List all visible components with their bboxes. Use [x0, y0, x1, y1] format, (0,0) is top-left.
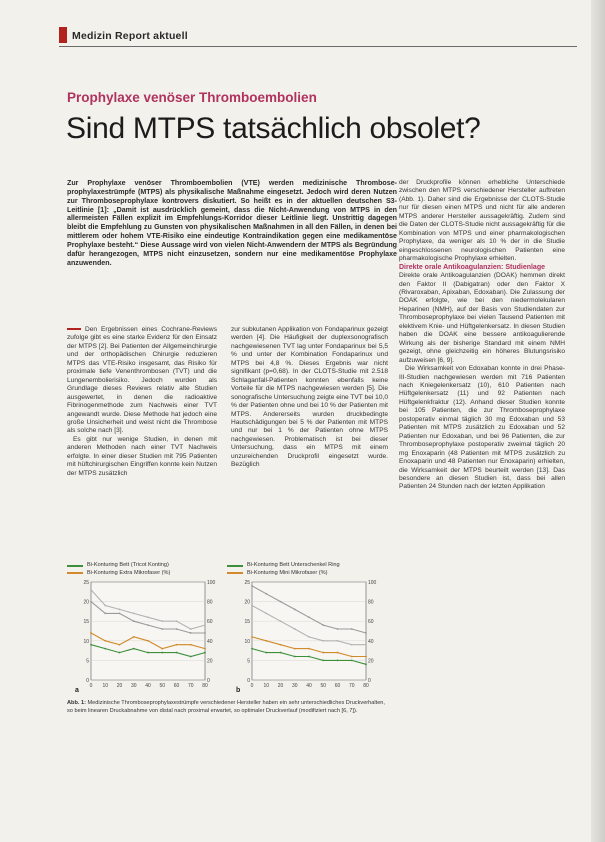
data-point — [351, 628, 353, 630]
x-tick-label: 60 — [334, 683, 341, 689]
panel-letter: b — [236, 687, 241, 694]
data-point — [190, 632, 192, 634]
data-point — [104, 648, 106, 650]
data-point — [294, 656, 296, 658]
data-point — [308, 616, 310, 618]
data-point — [280, 601, 282, 603]
data-point — [133, 620, 135, 622]
data-point — [190, 644, 192, 646]
y-tick-label: 10 — [244, 638, 250, 645]
data-point — [322, 640, 324, 642]
y2-tick-label: 60 — [207, 619, 213, 626]
article-title: Sind MTPS tatsächlich obsolet? — [66, 112, 481, 145]
x-tick-label: 50 — [320, 683, 327, 689]
col3-paragraph-2: Direkte orale Antikoagulanzien (DOAK) hemmen direkt den Faktor II (Dabigatran) oder den Faktor X (Rivaroxaban, Apixaban, Edoxaban). Die Zulassung der DOAK erfolgte, wie bei den niedermolekularen Heparinen (NMH), auf der Basis von Studiendaten zur Thromboseprophylaxe bei vielen Tausend Patienten mit elektivem Knie- und Hüftgelenkersatz. In diesen Studien haben die DOAK eine bessere antikoagulierende Wirkung als der bisherige Standard mit einem NMH gezeigt, ohne gleichzeitig ein höheres Blutungsrisiko aufzuweisen [6, 9]. — [399, 272, 565, 364]
data-point — [161, 652, 163, 654]
legend-swatch — [227, 565, 243, 567]
plot-area — [91, 582, 205, 680]
data-point — [337, 652, 339, 654]
y2-tick-label: 40 — [207, 638, 213, 645]
data-point — [322, 660, 324, 662]
y2-tick-label: 20 — [368, 658, 374, 665]
legend-item: Bi-Konturing Extra Mikrofaser (%) — [67, 570, 227, 578]
data-point — [190, 628, 192, 630]
x-tick-label: 40 — [145, 683, 151, 689]
data-point — [133, 648, 135, 650]
data-point — [176, 628, 178, 630]
data-point — [176, 652, 178, 654]
paragraph-start-bar — [67, 328, 81, 330]
data-point — [265, 652, 267, 654]
y-tick-label: 0 — [247, 678, 250, 684]
data-point — [204, 632, 206, 634]
y2-tick-label: 80 — [207, 599, 213, 606]
data-point — [365, 632, 367, 634]
data-point — [204, 648, 206, 650]
panel-letter: a — [75, 687, 79, 694]
y2-tick-label: 100 — [207, 580, 216, 586]
data-point — [161, 620, 163, 622]
data-point — [322, 652, 324, 654]
col3-paragraph-3: Die Wirksamkeit von Edoxaban konnte in drei Phase-III-Studien nachgewiesen werden mit 716 Patienten nach Kniegelenkersatz (10), 610 Patienten nach Hüftgelenkersatz (11) und 92 Patienten nach Hüftgelenkfraktur (12). Anhand dieser Studien konnte bei 105 Patienten, die zur Thromboseprophylaxe postoperativ einmal täglich 30 mg Edoxaban und 53 Patienten mit MTPS zusätzlich zu Edoxaban und 52 Patienten nur Edoxaban, und bei 96 Patienten, die zur Thromboseprophylaxe postoperativ zweimal täglich 20 mg Enoxaparin (48 Patienten mit MTPS zusätzlich zu Enoxaparin und 48 Patienten nur Enoxaparin) erhielten, die Wirksamkeit der MTPS beurteilt werden [13]. Das besondere an diesen Studien ist, dass bei allen Patienten 24 Stunden nach der letzten Applikation — [399, 365, 565, 491]
column-2 — [231, 326, 388, 470]
column-1 — [67, 326, 217, 478]
data-point — [322, 624, 324, 626]
x-tick-label: 10 — [263, 683, 270, 689]
data-point — [337, 660, 339, 662]
data-point — [147, 616, 149, 618]
data-point — [251, 585, 253, 587]
header-rule — [59, 46, 577, 47]
data-point — [351, 656, 353, 658]
data-point — [265, 593, 267, 595]
col3-paragraph-1: der Druckprofile können erhebliche Unterschiede zwischen den MTPS verschiedener Hersteller auftreten (Abb. 1). Daher sind die Ergebnisse der CLOTS-Studie nur für diesen einen MTPS und nicht für alle anderen MTPS anderer Hersteller aussagekräftig. Zudem sind die Daten der CLOTS-Studie nicht aussagekräftig für die Kombination von MTPS und einer pharmakologischen Prophylaxe, da weniger als 10 % der in die Studie eingeschlossenen neurologischen Patienten eine pharmakologische Prophylaxe erhielten. — [399, 179, 565, 263]
legend-swatch — [67, 572, 83, 574]
col1-paragraph-2: Es gibt nur wenige Studien, in denen mit anderen Methoden nach einer TVT Nachweis erfolgte. In einer dieser Studien mit 795 Patienten mit hüftchirurgischen Eingriffen konnte kein Nutzen der MTPS zusätzlich — [67, 435, 217, 477]
data-point — [365, 656, 367, 658]
y-tick-label: 25 — [244, 580, 250, 586]
data-point — [294, 648, 296, 650]
y2-tick-label: 0 — [207, 678, 210, 684]
y2-tick-label: 20 — [207, 658, 213, 665]
x-tick-label: 10 — [102, 683, 109, 689]
y-tick-label: 25 — [83, 580, 89, 586]
y-tick-label: 5 — [247, 658, 250, 665]
data-point — [365, 644, 367, 646]
data-point — [119, 644, 121, 646]
section-marker — [59, 27, 67, 43]
x-tick-label: 20 — [277, 683, 284, 689]
x-tick-label: 60 — [173, 683, 180, 689]
data-point — [308, 656, 310, 658]
y2-tick-label: 80 — [368, 599, 374, 606]
caption-text: Medizinische Thromboseprophylaxestrümpfe verschiedener Hersteller haben ein sehr unterschiedliches Druckverhalten, so beim linearen Druckabnahme von distal nach proximal erwartet, so optimaler Druckverlauf (modifiziert nach [6, 7]). — [67, 700, 385, 714]
pressure-chart-b — [234, 576, 390, 694]
data-point — [280, 644, 282, 646]
y2-tick-label: 0 — [368, 678, 371, 684]
x-tick-label: 50 — [159, 683, 166, 689]
legend-swatch — [227, 572, 243, 574]
y2-tick-label: 100 — [368, 580, 377, 586]
data-point — [104, 605, 106, 607]
data-point — [176, 620, 178, 622]
col1-paragraph-1: Den Ergebnissen eines Cochrane-Reviews zufolge gibt es eine starke Evidenz für den Einsatz der MTPS [2]. Bei Patienten der Allgemeinchirurgie und der orthopädischen Chirurgie reduzieren MTPS das VTE-Risiko insgesamt, das Risiko für proximale tiefe Venenthrombosen (TVT) und die Lungenembolierisiko. Jedoch wurden als Grundlage dieses Reviews relativ alte Studien ausgewertet, in denen die radioaktive Fibrinogenmethode zum Nachweis einer TVT angewandt wurde. Diese Methode hat jedoch eine große Unsicherheit und weist nicht die Thrombose als solche nach [3]. — [67, 326, 217, 435]
col2-paragraph-1: zur subkutanen Applikation von Fondaparinux gezeigt werden [4]. Die Häufigkeit der duplexsonografisch nachgewiesenen TVT lag unter Fondaparinux bei 5,5 % und unter der Kombination Fondaparinux und MTPS bei 4,8 %. Dieses Ergebnis war nicht signifikant (p=0,68). In der CLOTS-Studie mit 2.518 Schlaganfall-Patienten konnten ebenfalls keine Vorteile für die MTPS nachgewiesen werden [5]. Die sonografische Untersuchung zeigte eine TVT bei 10,0 % der Patienten ohne und bei 10 % der Patienten mit MTPS. Andererseits wurden druckbedingte Hautschädigungen bei 5 % der Patienten mit MTPS und nur bei 1 % der Patienten ohne MTPS nachgewiesen. Problematisch ist bei dieser Untersuchung, dass ein MTPS mit einem unzureichenden Druckprofil eingesetzt wurde. Bezüglich — [231, 326, 389, 469]
data-point — [104, 640, 106, 642]
data-point — [365, 663, 367, 665]
data-point — [265, 612, 267, 614]
x-tick-label: 0 — [89, 683, 93, 689]
data-point — [351, 644, 353, 646]
x-tick-label: 0 — [250, 683, 254, 689]
data-point — [308, 648, 310, 650]
caption-label: Abb. 1: — [67, 700, 86, 706]
data-point — [119, 652, 121, 654]
data-point — [351, 660, 353, 662]
y2-tick-label: 40 — [368, 638, 374, 645]
y-tick-label: 0 — [86, 678, 89, 684]
y-tick-label: 15 — [83, 619, 89, 626]
data-point — [119, 612, 121, 614]
legend-item: Bi-Konturing Bett (Tricot Konting) — [67, 562, 227, 570]
page-fold-shadow — [591, 0, 605, 842]
y-tick-label: 20 — [244, 599, 250, 606]
x-tick-label: 30 — [291, 683, 298, 689]
x-tick-label: 80 — [202, 683, 208, 689]
x-tick-label: 40 — [306, 683, 312, 689]
data-point — [294, 609, 296, 611]
data-point — [147, 624, 149, 626]
data-point — [104, 612, 106, 614]
column-3 — [399, 179, 565, 492]
y-tick-label: 5 — [86, 658, 89, 665]
x-tick-label: 70 — [348, 683, 355, 689]
data-point — [133, 612, 135, 614]
figure-legend — [67, 562, 387, 577]
article-lead: Zur Prophylaxe venöser Thromboembolien (VTE) werden medizinische Thrombose-prophylaxestrümpfe (MTPS) als physikalische Maßnahme eingesetzt. Jedoch wird deren Nutzen zur Thromboseprophylaxe kontrovers diskutiert. So heißt es in der aktuellen deutschen S3-Leitlinie [1]: „Damit ist ausdrücklich gemeint, dass die Nicht-Anwendung von MTPS in den allermeisten Fällen explizit im Empfehlungs-Korridor dieser Leitlinie liegt. Unstrittig dagegen bleibt die Empfehlung zu Gunsten von physikalischen Maßnahmen in all den Fällen, in denen bei mittlerem oder hohem VTE-Risiko eine eindeutige Kontraindikation gegen eine medikamentöse Prophylaxe besteht.“ Diese Aussage wird von vielen Nicht-Anwendern der MTPS als Begründung dafür herangezogen, MTPS nicht einzusetzen, sondern nur eine medikamentöse Prophylaxe anzuwenden. — [67, 179, 397, 267]
data-point — [280, 620, 282, 622]
data-point — [161, 628, 163, 630]
article-kicker: Prophylaxe venöser Thromboembolien — [67, 90, 317, 105]
data-point — [90, 632, 92, 634]
x-tick-label: 30 — [130, 683, 137, 689]
data-point — [190, 656, 192, 658]
x-tick-label: 80 — [363, 683, 369, 689]
running-title: Medizin Report aktuell — [72, 30, 188, 42]
data-point — [90, 601, 92, 603]
data-point — [251, 648, 253, 650]
pressure-chart-a — [73, 576, 229, 694]
data-point — [147, 640, 149, 642]
x-tick-label: 20 — [116, 683, 123, 689]
x-tick-label: 70 — [187, 683, 194, 689]
y-tick-label: 20 — [83, 599, 89, 606]
legend-item: Bi-Konturing Bett Unterschenkel Ring — [227, 562, 387, 570]
legend-item: Bi-Konturing Mini Mikrofaser (%) — [227, 570, 387, 578]
data-point — [90, 589, 92, 591]
data-point — [308, 636, 310, 638]
data-point — [161, 648, 163, 650]
data-point — [280, 652, 282, 654]
data-point — [90, 644, 92, 646]
data-point — [204, 652, 206, 654]
data-point — [251, 605, 253, 607]
figure-caption — [67, 700, 387, 716]
data-point — [265, 640, 267, 642]
data-point — [204, 624, 206, 626]
data-point — [147, 652, 149, 654]
plot-area — [252, 582, 366, 680]
y-tick-label: 10 — [83, 638, 89, 645]
col3-subheading: Direkte orale Antikoagulanzien: Studienlage — [399, 263, 545, 271]
data-point — [176, 644, 178, 646]
legend-swatch — [67, 565, 83, 567]
data-point — [337, 628, 339, 630]
y2-tick-label: 60 — [368, 619, 374, 626]
data-point — [294, 628, 296, 630]
y-tick-label: 15 — [244, 619, 250, 626]
data-point — [119, 609, 121, 611]
data-point — [133, 636, 135, 638]
data-point — [337, 640, 339, 642]
data-point — [251, 636, 253, 638]
